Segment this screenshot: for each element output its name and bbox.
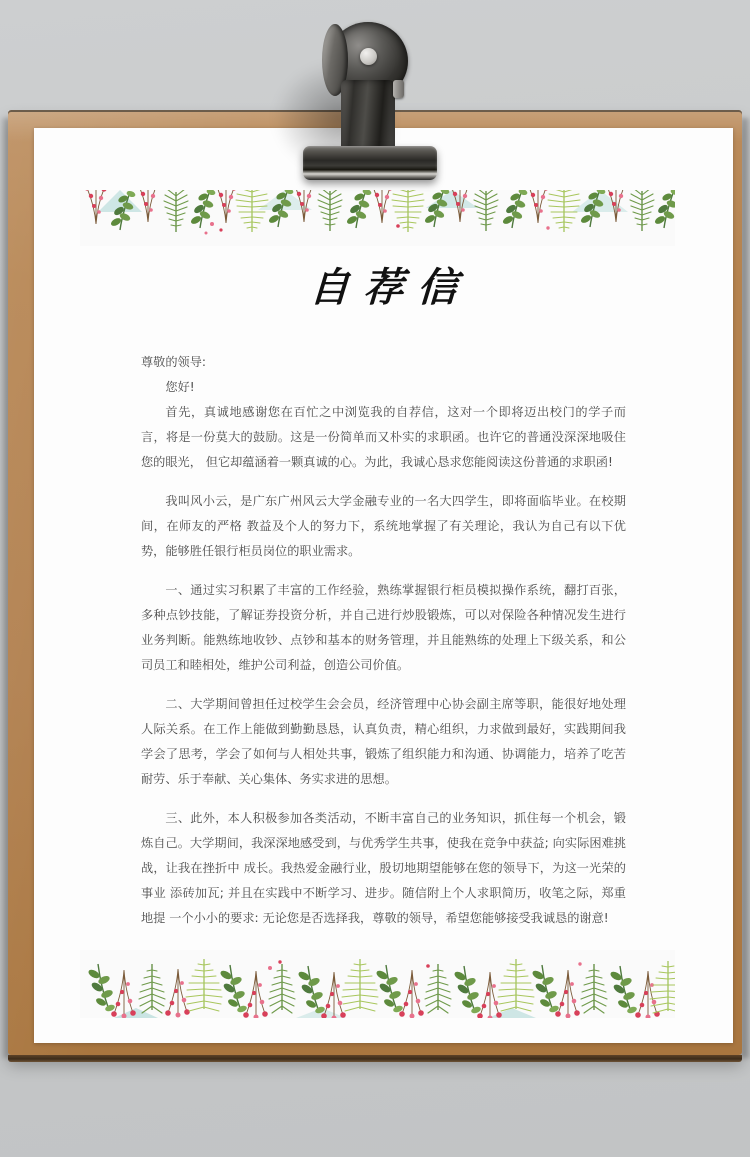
paragraph-intro: 首先，真诚地感谢您在百忙之中浏览我的自荐信，这对一个即将迈出校门的学子而言，将是一份莫大的鼓励。这是一份简单而又朴实的求职函。也许它的普通没深深地吸住您的眼光， 但它却蕴涵着一颗真诚的心。为此，我诚心恳求您能阅读这份普通的求职函!	[141, 405, 626, 469]
document-title: 自荐信	[308, 264, 473, 311]
paragraph-self-introduction: 我叫风小云，是广东广州风云大学金融专业的一名大四学生，即将面临毕业。在校期间，在师友的严格 教益及个人的努力下，系统地掌握了有关理论，我认为自己有以下优势，能够胜任银行柜员岗位的职业需求。	[141, 494, 626, 558]
bulldog-clip[interactable]	[283, 22, 467, 177]
letter-paper	[34, 128, 733, 1043]
botanical-border-top-icon	[80, 190, 675, 246]
clip-bar	[303, 146, 437, 180]
letter-body	[141, 350, 626, 1019]
botanical-border-bottom-icon	[80, 950, 675, 1018]
greeting: 您好!	[165, 380, 195, 394]
paragraph-point-one: 一、通过实习积累了丰富的工作经验，熟练掌握银行柜员模拟操作系统，翻打百张，多种点钞技能，了解证券投资分析，并自己进行炒股锻炼，可以对保险各种情况发生进行业务判断。能熟练地收钞、点钞和基本的财务管理，并且能熟练的处理上下级关系，和公司员工和睦相处，维护公司利益，创造公司价值。	[141, 583, 626, 672]
clip-lever[interactable]	[393, 80, 404, 98]
decorative-border-top	[80, 190, 675, 246]
paragraph-point-three: 三、此外，本人积极参加各类活动，不断丰富自己的业务知识，抓住每一个机会，锻炼自己。大学期间，我深深地感受到，与优秀学生共事，使我在竞争中获益; 向实际困难挑战，让我在挫折中 成长。我热爱金融行业，殷切地期望能够在您的领导下，为这一光荣的事业 添砖加瓦; 并且在实践中不断学习、进步。随信附上个人求职简历，收笔之际，郑重地提 一个小小的要求: 无论您是否选择我，尊敬的领导，希望您能够接受我诚恳的谢意!	[141, 811, 626, 925]
paragraph-point-two: 二、大学期间曾担任过校学生会会员，经济管理中心协会副主席等职，能很好地处理人际关系。在工作上能做到勤勤恳恳，认真负责，精心组织，力求做到最好，实践期间我学会了思考，学会了如何与人相处共事，锻炼了组织能力和沟通、协调能力，培养了吃苦耐劳、乐于奉献、关心集体、务实求进的思想。	[141, 697, 626, 786]
clipboard	[8, 110, 742, 1055]
clipboard-shadow-right	[742, 118, 750, 1058]
decorative-border-bottom	[80, 950, 675, 1018]
salutation: 尊敬的领导:	[141, 355, 207, 369]
